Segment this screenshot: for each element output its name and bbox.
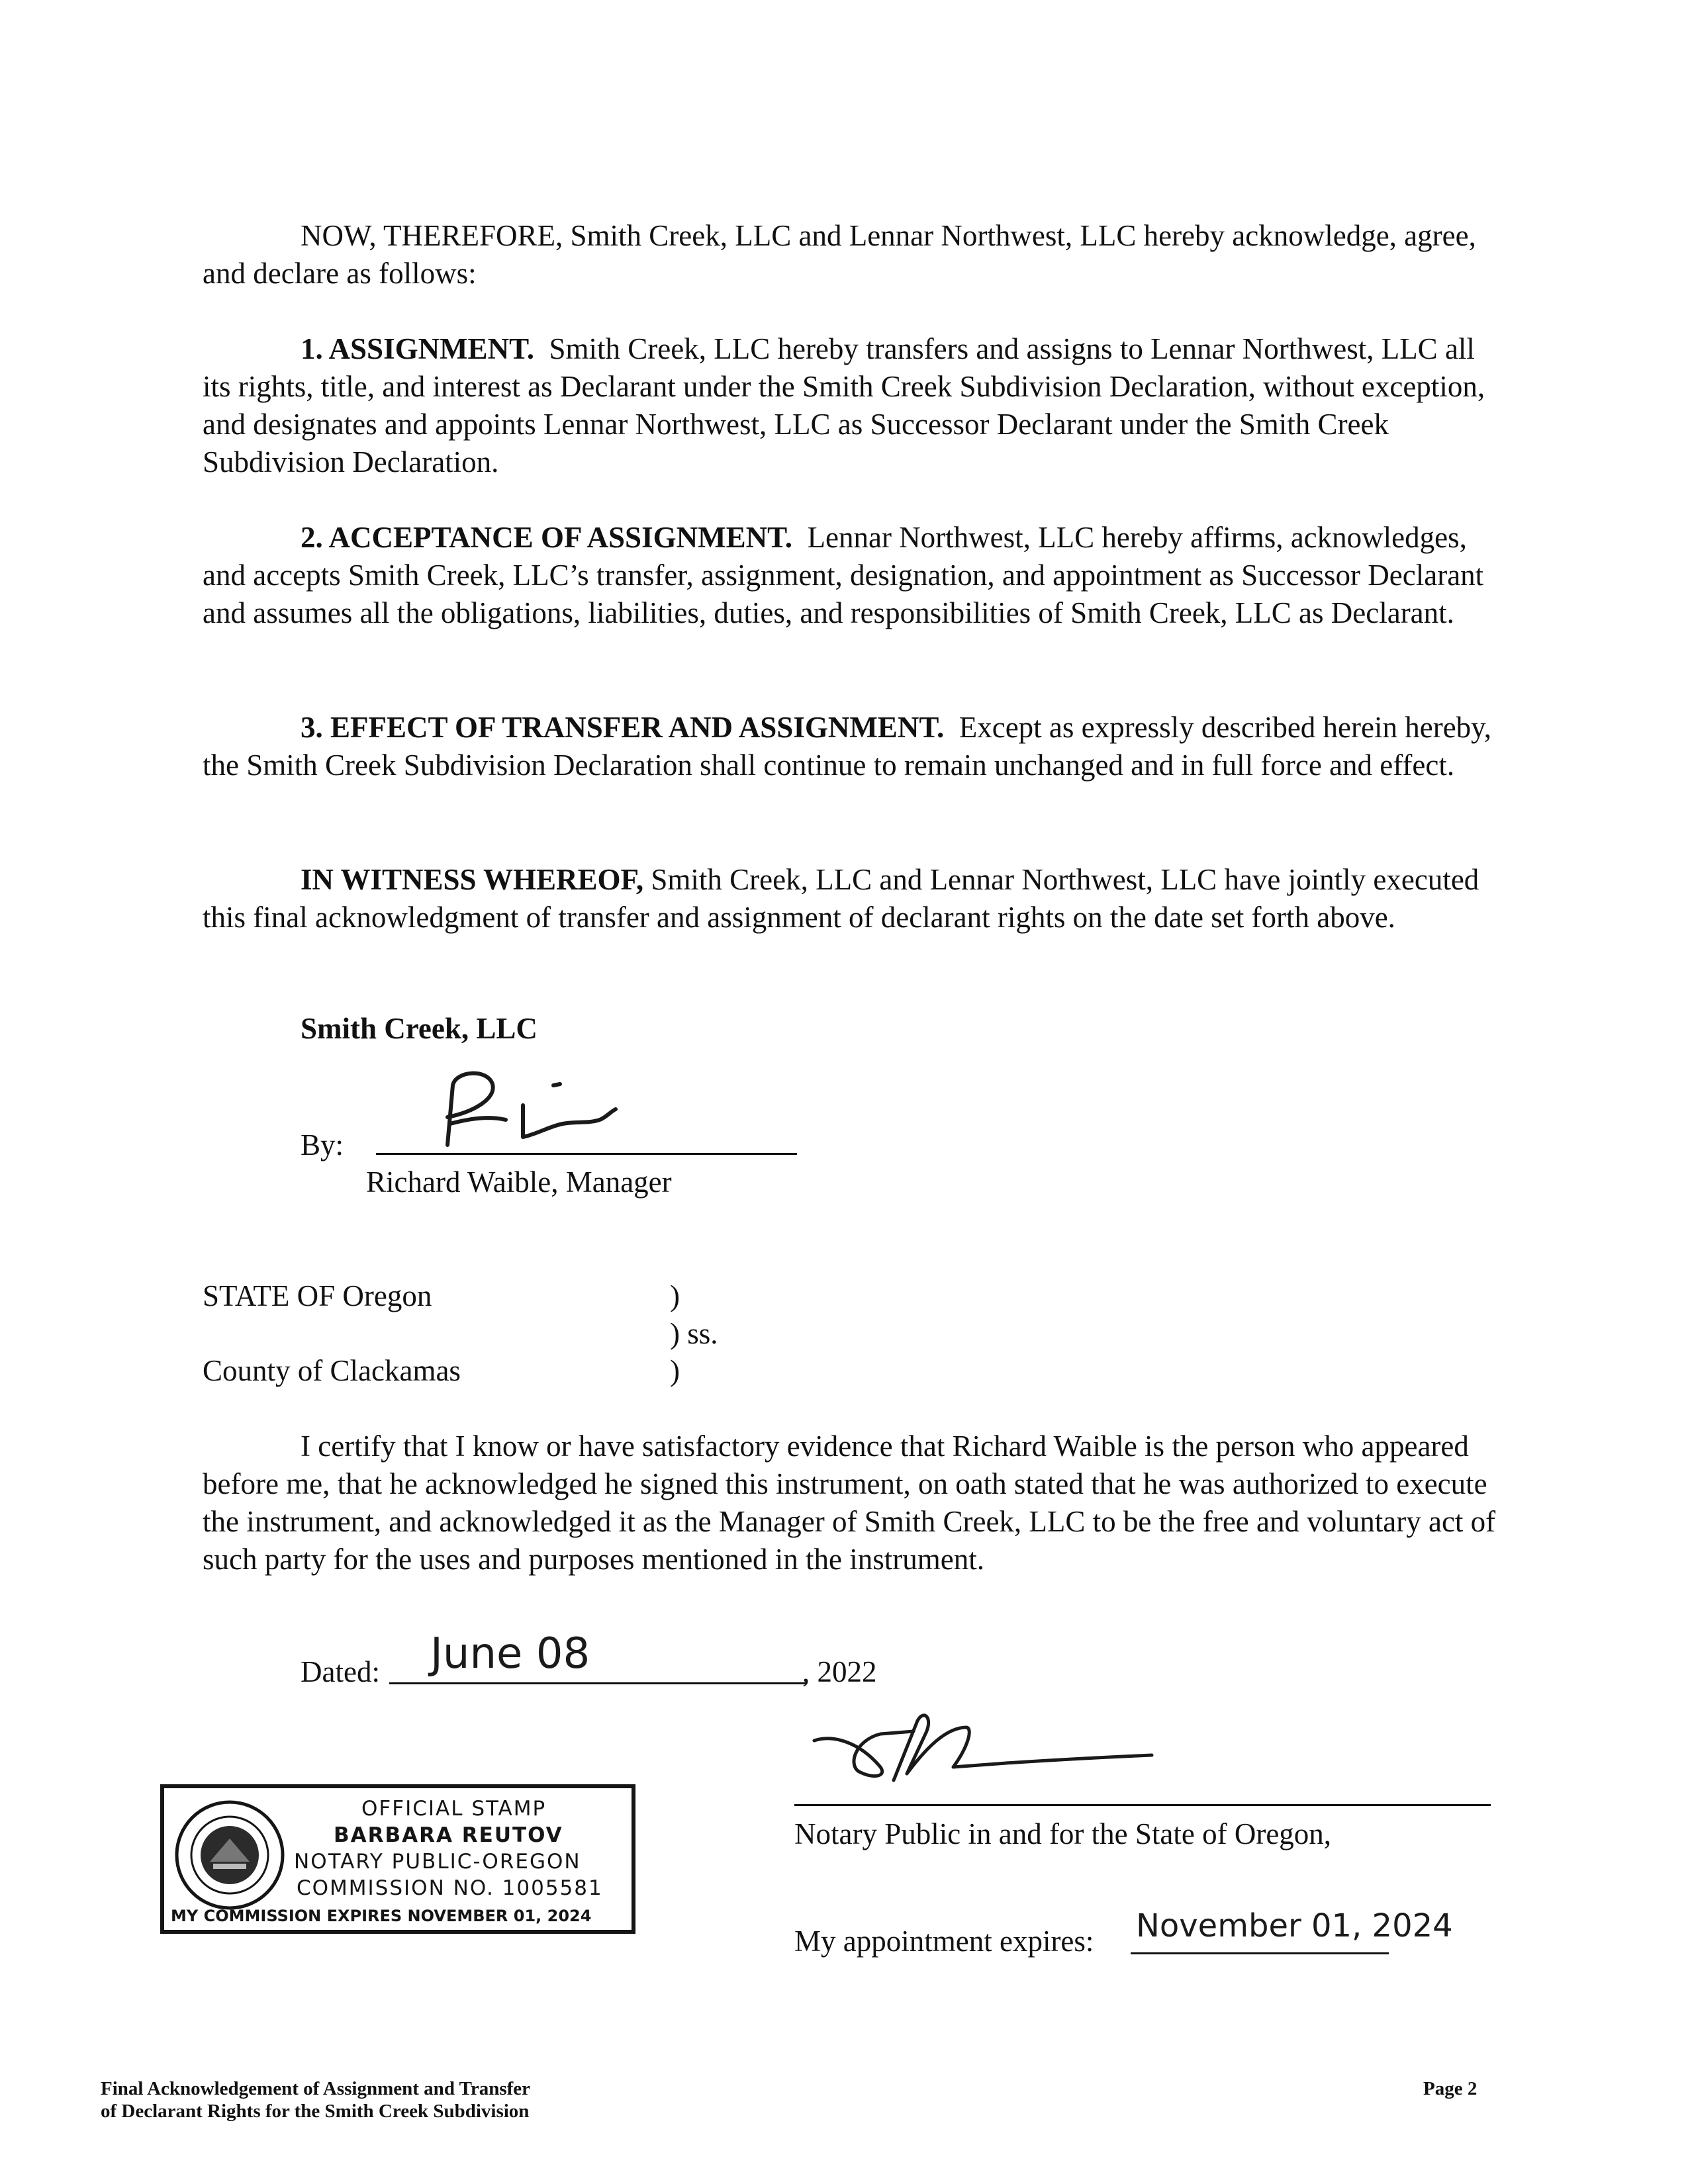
- venue-state: STATE OF Oregon: [203, 1279, 432, 1312]
- footer-title-line2: of Declarant Rights for the Smith Creek Subdivision: [101, 2101, 530, 2122]
- intro-paragraph: [203, 217, 1500, 293]
- dated-line: [389, 1682, 806, 1684]
- intro-text: NOW, THEREFORE, Smith Creek, LLC and Lennar Northwest, LLC hereby acknowledge, agree, and declare as follows:: [203, 219, 1476, 290]
- notary-signature: [794, 1694, 1218, 1813]
- notary-caption: Notary Public in and for the State of Oregon,: [794, 1817, 1332, 1850]
- section-effect-heading: 3. EFFECT OF TRANSFER AND ASSIGNMENT.: [301, 711, 945, 744]
- appointment-expires-handwritten: November 01, 2024: [1136, 1907, 1453, 1944]
- stamp-line-commission: COMMISSION NO. 1005581: [297, 1876, 603, 1900]
- witness-heading: IN WITNESS WHEREOF,: [301, 863, 644, 896]
- section-assignment: [203, 330, 1500, 481]
- venue-paren-3: ): [670, 1354, 680, 1387]
- witness-text: Smith Creek, LLC and Lennar Northwest, LLC have jointly executed this final acknowledgment of transfer and assignment of declarant rights on the date set forth above.: [203, 863, 1479, 934]
- section-effect: [203, 709, 1500, 784]
- section-acceptance: [203, 519, 1500, 632]
- stamp-line-notary: NOTARY PUBLIC-OREGON: [294, 1850, 581, 1874]
- certification-text: I certify that I know or have satisfactory evidence that Richard Waible is the person who appeared before me, that he acknowledged he signed this instrument, on oath stated that he was authorized to execute the instrument, and acknowledged it as the Manager of Smith Creek, LLC to be the free and voluntary act of such party for the uses and purposes mentioned in the instrument.: [203, 1430, 1496, 1576]
- section-acceptance-heading: 2. ACCEPTANCE OF ASSIGNMENT.: [301, 521, 793, 554]
- stamp-line-expires: MY COMMISSION EXPIRES NOVEMBER 01, 2024: [171, 1907, 592, 1925]
- witness-paragraph: [203, 861, 1500, 936]
- notary-stamp: [160, 1784, 635, 1934]
- venue-paren-1: ): [670, 1279, 680, 1312]
- signatory-company: Smith Creek, LLC: [301, 1012, 538, 1045]
- signatory-name-title: Richard Waible, Manager: [366, 1165, 672, 1199]
- venue-ss: ) ss.: [670, 1317, 718, 1350]
- notary-signature-line: [794, 1804, 1491, 1806]
- state-seal-icon: [173, 1799, 286, 1911]
- dated-label: Dated:: [301, 1655, 380, 1688]
- venue-county: County of Clackamas: [203, 1354, 461, 1387]
- stamp-line-name: BARBARA REUTOV: [334, 1823, 563, 1847]
- certification-paragraph: [203, 1428, 1500, 1578]
- section-acceptance-text: Lennar Northwest, LLC hereby affirms, acknowledges, and accepts Smith Creek, LLC’s transfer, assignment, designation, and appointment as Successor Declarant and assumes all the obligations, liabilities, duties, and responsibilities of Smith Creek, LLC as Declarant.: [203, 521, 1484, 629]
- stamp-line-official: OFFICIAL STAMP: [361, 1797, 547, 1821]
- by-label: By:: [301, 1128, 344, 1161]
- footer-page-number: Page 2: [1423, 2078, 1477, 2099]
- appointment-expires-line: [1131, 1952, 1389, 1954]
- section-effect-text: Except as expressly described herein hereby, the Smith Creek Subdivision Declaration shall continue to remain unchanged and in full force and effect.: [203, 711, 1491, 782]
- footer-title-line1: Final Acknowledgement of Assignment and Transfer: [101, 2078, 531, 2099]
- dated-year: , 2022: [802, 1655, 877, 1688]
- appointment-expires-label: My appointment expires:: [794, 1925, 1094, 1958]
- section-assignment-text: Smith Creek, LLC hereby transfers and assigns to Lennar Northwest, LLC all its rights, title, and interest as Declarant under the Smith Creek Subdivision Declaration, without exception, and designates and appoints Lennar Northwest, LLC as Successor Declarant under the Smith Creek Subdivision Declaration.: [203, 332, 1485, 478]
- manager-signature: [424, 1066, 649, 1165]
- dated-handwritten: June 08: [430, 1629, 590, 1678]
- section-assignment-heading: 1. ASSIGNMENT.: [301, 332, 534, 365]
